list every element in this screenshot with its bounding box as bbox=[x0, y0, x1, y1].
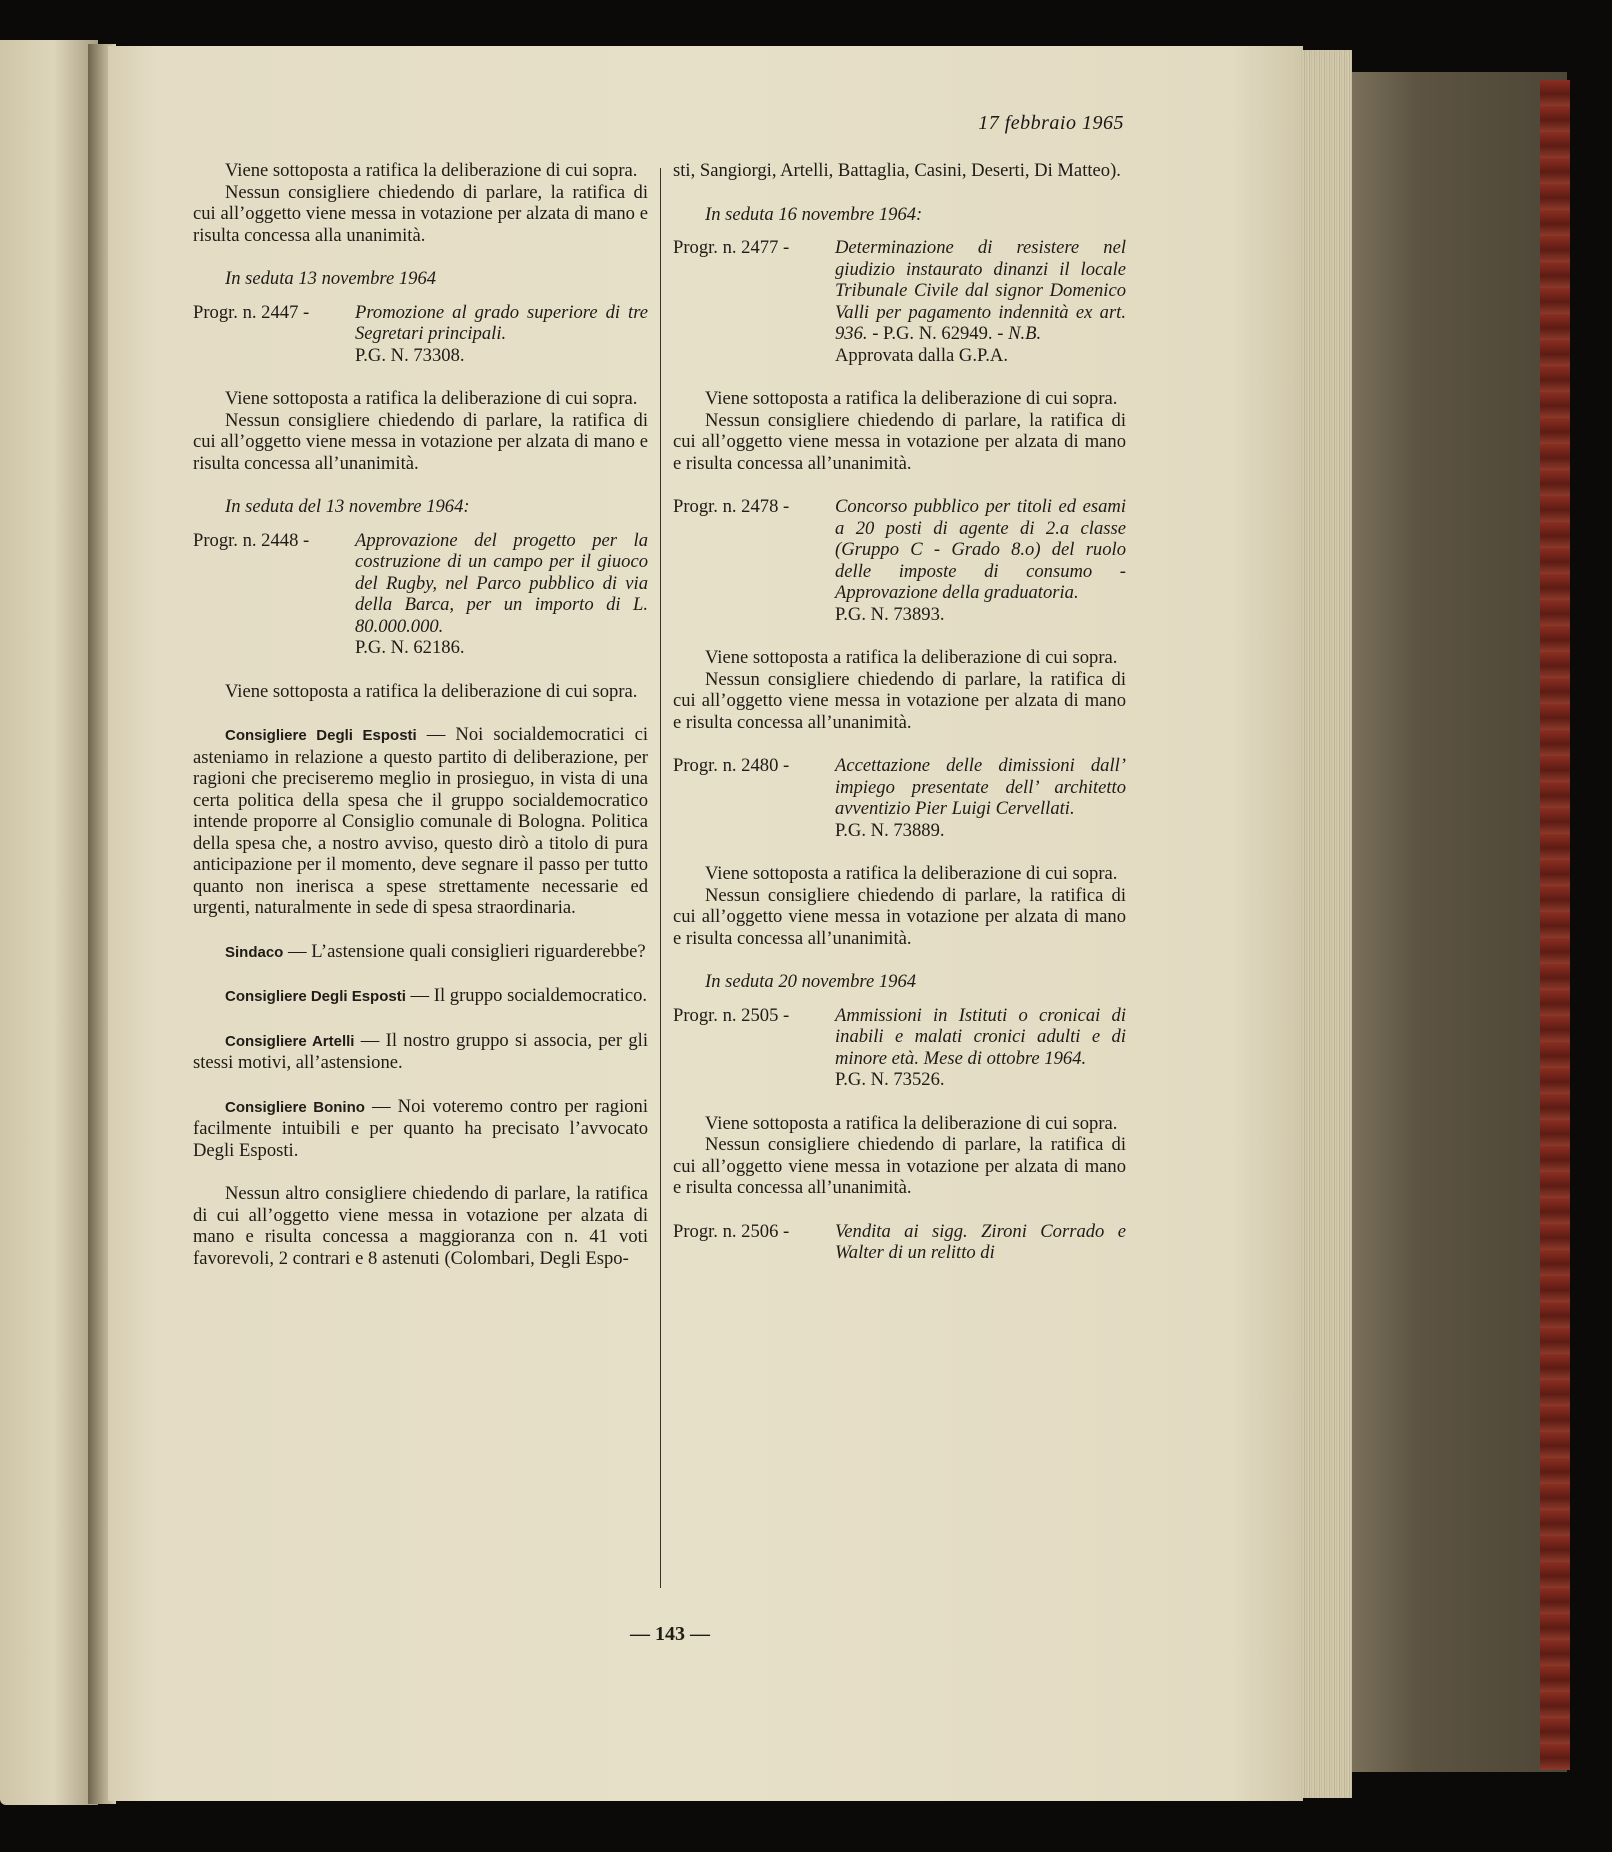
marbled-cover-edge bbox=[1540, 80, 1570, 1770]
progr-label: Progr. n. 2447 - bbox=[193, 301, 310, 323]
session-heading: In seduta 16 novembre 1964: bbox=[705, 203, 923, 225]
progr-title: Ammissioni in Istituti o cronicai di inabili e malati cronici adulti e di minore età. Mese di ottobre 1964. bbox=[835, 1004, 1126, 1069]
progr-title: Vendita ai sigg. Zironi Corrado e Walter di un relitto di bbox=[835, 1220, 1126, 1263]
paragraph: Viene sottoposta a ratifica la deliberazione di cui sopra. bbox=[225, 680, 638, 702]
paragraph: sti, Sangiorgi, Artelli, Battaglia, Casini, Deserti, Di Matteo). bbox=[673, 160, 1121, 181]
progr-entry-2448 bbox=[193, 530, 648, 659]
progr-pg: P.G. N. 73526. bbox=[835, 1069, 945, 1090]
speech bbox=[193, 985, 648, 1008]
paragraph: Nessun consigliere chiedendo di parlare, la ratifica di cui all’oggetto viene messa in votazione per alzata di mano e risulta concessa all’unanimità. bbox=[673, 1134, 1126, 1198]
facing-page-edge bbox=[0, 40, 98, 1805]
paragraph: Viene sottoposta a ratifica la deliberazione di cui sopra. bbox=[225, 160, 638, 181]
speech-text: — Noi socialdemocratici ci asteniamo in relazione a questo partito di deliberazione, per ragioni che preciseremo meglio in prosieguo, in vista di una certa politica della spesa che il gruppo socialdemocratico intende proporre al Consiglio comunale di Bologna. Politica della spesa che, a nostro avviso, questo dirò a titolo di pura anticipazione per il momento, deve segnare il passo per tutto quanto non inerisca a spese strettamente necessarie ed urgenti, naturalmente in sede di spesa straordinaria. bbox=[193, 724, 648, 918]
progr-pg: P.G. N. 73893. bbox=[835, 603, 945, 625]
progr-pg: P.G. N. 73889. bbox=[835, 819, 945, 841]
column-divider bbox=[660, 168, 661, 1588]
speech-text: — L’astensione quali consiglieri riguarderebbe? bbox=[288, 940, 646, 962]
speech-text: — Il gruppo socialdemocratico. bbox=[410, 985, 648, 1006]
progr-title: Accettazione delle dimissioni dall’ impiego presentate dell’ architetto avventizio Pier Luigi Cervellati. bbox=[835, 755, 1126, 819]
speaker-name: Consigliere Degli Esposti bbox=[225, 727, 417, 744]
progr-label: Progr. n. 2448 - bbox=[193, 529, 310, 551]
paragraph: Nessun consigliere chiedendo di parlare, la ratifica di cui all’oggetto viene messa in votazione per alzata di mano e risulta concessa all’unanimità. bbox=[193, 409, 648, 474]
progr-title: Concorso pubblico per titoli ed esami a 20 posti di agente di 2.a classe (Gruppo C - Grado 8.o) del ruolo delle imposte di consumo - Approvazione della graduatoria. bbox=[835, 496, 1126, 603]
progr-entry-2477 bbox=[673, 237, 1126, 366]
speech bbox=[193, 724, 648, 919]
progr-label: Progr. n. 2480 - bbox=[673, 755, 790, 776]
progr-approval: Approvata dalla G.P.A. bbox=[835, 344, 1008, 366]
progr-label: Progr. n. 2478 - bbox=[673, 496, 790, 517]
progr-entry-2447 bbox=[193, 302, 648, 367]
session-heading: In seduta 13 novembre 1964 bbox=[225, 268, 437, 289]
progr-label: Progr. n. 2505 - bbox=[673, 1004, 790, 1026]
speech-text: — Il nostro gruppo si associa, per gli stessi motivi, all’astensione. bbox=[193, 1029, 648, 1073]
progr-label: Progr. n. 2477 - bbox=[673, 237, 790, 258]
header-date: 17 febbraio 1965 bbox=[978, 112, 1124, 134]
progr-entry-2480 bbox=[673, 755, 1126, 841]
speech bbox=[193, 941, 648, 964]
progr-label: Progr. n. 2506 - bbox=[673, 1220, 790, 1242]
speaker-name: Consigliere Bonino bbox=[225, 1098, 365, 1116]
progr-pg: P.G. N. 62186. bbox=[355, 637, 465, 658]
progr-entry-2506 bbox=[673, 1221, 1126, 1264]
progr-pg: P.G. N. 73308. bbox=[355, 344, 465, 366]
progr-entry-2505 bbox=[673, 1005, 1126, 1091]
paragraph: Viene sottoposta a ratifica la deliberazione di cui sopra. bbox=[705, 388, 1118, 409]
paragraph: Nessun altro consigliere chiedendo di parlare, la ratifica di cui all’oggetto viene messa in votazione per alzata di mano e risulta concessa a maggioranza con n. 41 voti favorevoli, 2 contrari e 8 astenuti (Colombari, Degli Espo- bbox=[193, 1183, 648, 1269]
speech bbox=[193, 1030, 648, 1074]
paragraph: Viene sottoposta a ratifica la deliberazione di cui sopra. bbox=[705, 863, 1118, 884]
speaker-name: Sindaco bbox=[225, 943, 284, 961]
speaker-name: Consigliere Degli Esposti bbox=[225, 988, 406, 1005]
progr-pg: - P.G. N. 62949. - bbox=[872, 323, 1004, 344]
progr-entry-2478 bbox=[673, 496, 1126, 625]
page-edges-stack bbox=[1300, 50, 1352, 1798]
progr-title: Promozione al grado superiore di tre Segretari principali. bbox=[355, 301, 648, 344]
page-number: — 143 — bbox=[630, 1623, 710, 1645]
book-cover-side bbox=[1352, 72, 1567, 1772]
speech-text: — Noi voteremo contro per ragioni facilmente intuibili e per quanto ha precisato l’avvocato Degli Esposti. bbox=[193, 1095, 648, 1161]
paragraph: Viene sottoposta a ratifica la deliberazione di cui sopra. bbox=[705, 647, 1118, 668]
right-column bbox=[673, 160, 1126, 1264]
paragraph: Viene sottoposta a ratifica la deliberazione di cui sopra. bbox=[225, 388, 638, 409]
paragraph: Nessun consigliere chiedendo di parlare, la ratifica di cui all’oggetto viene messa in votazione per alzata di mano e risulta concessa all’unanimità. bbox=[673, 884, 1126, 949]
paragraph: Viene sottoposta a ratifica la deliberazione di cui sopra. bbox=[705, 1112, 1118, 1134]
left-column bbox=[193, 160, 648, 1269]
progr-title: Determinazione di resistere nel giudizio instaurato dinanzi il locale Tribunale Civile dal signor Domenico Valli per pagamento indennità ex art. 936. bbox=[835, 237, 1126, 344]
session-heading: In seduta del 13 novembre 1964: bbox=[225, 496, 470, 517]
progr-nb: N.B. bbox=[1008, 323, 1042, 344]
paragraph: Nessun consigliere chiedendo di parlare, la ratifica di cui all’oggetto viene messa in votazione per alzata di mano e risulta concessa alla unanimità. bbox=[193, 181, 648, 246]
paragraph: Nessun consigliere chiedendo di parlare, la ratifica di cui all’oggetto viene messa in votazione per alzata di mano e risulta concessa all’unanimità. bbox=[673, 668, 1126, 733]
speaker-name: Consigliere Artelli bbox=[225, 1032, 355, 1050]
speech bbox=[193, 1096, 648, 1162]
session-heading: In seduta 20 novembre 1964 bbox=[705, 971, 917, 992]
progr-title: Approvazione del progetto per la costruzione di un campo per il giuoco del Rugby, nel Parco pubblico di via della Barca, per un importo di L. 80.000.000. bbox=[355, 529, 648, 637]
paragraph: Nessun consigliere chiedendo di parlare, la ratifica di cui all’oggetto viene messa in votazione per alzata di mano e risulta concessa all’unanimità. bbox=[673, 409, 1126, 474]
